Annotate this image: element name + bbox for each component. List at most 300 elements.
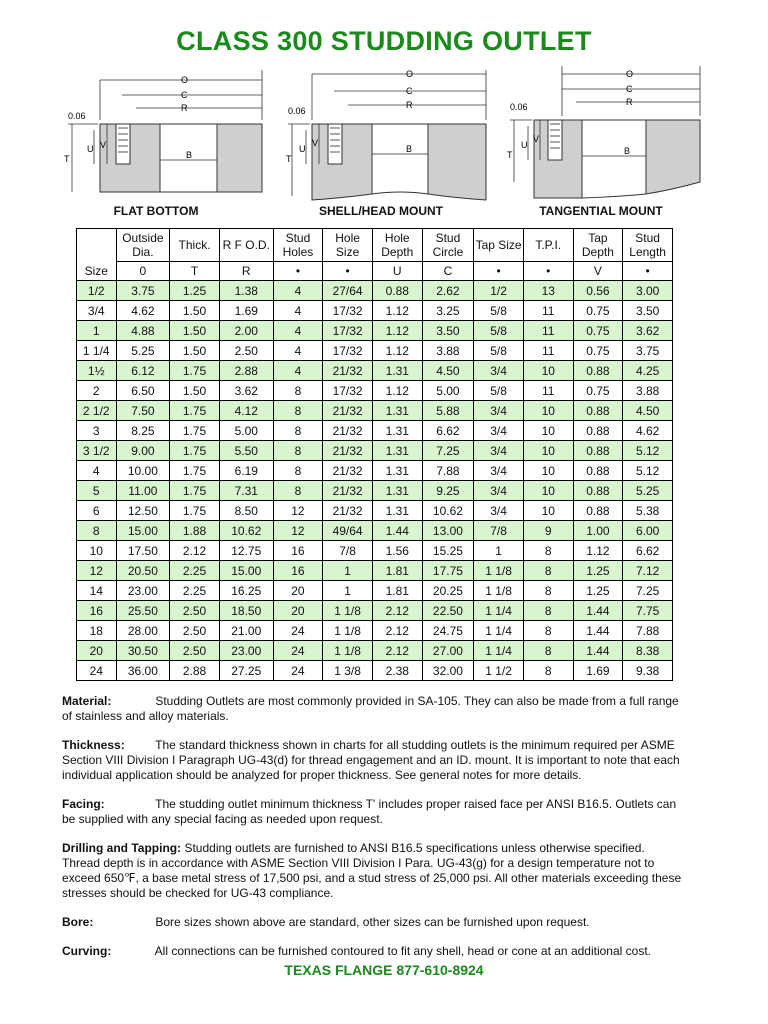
table-cell: 4.88	[116, 321, 170, 341]
table-cell: 0.75	[573, 341, 623, 361]
note-label: Drilling and Tapping:	[62, 841, 182, 855]
table-cell: 8.25	[116, 421, 170, 441]
col-header-outside-dia: Outside Dia.	[116, 229, 170, 262]
symbol-cell: •	[323, 262, 373, 281]
table-cell: 1 1/4	[474, 601, 524, 621]
note-drilling-tapping	[62, 841, 682, 901]
note-text: All connections can be furnished contoured to fit any shell, head or cone at an additional cost.	[154, 944, 651, 958]
table-cell: 12	[273, 501, 323, 521]
table-cell: 1 1/2	[474, 661, 524, 681]
table-cell: 3 1/2	[77, 441, 117, 461]
dim-o: O	[626, 69, 634, 79]
table-cell: 9.25	[422, 481, 474, 501]
table-cell: 1.44	[573, 641, 623, 661]
dim-top: 0.06	[510, 102, 528, 112]
symbol-cell: V	[573, 262, 623, 281]
table-cell: 8.38	[623, 641, 673, 661]
table-cell: 13.00	[422, 521, 474, 541]
table-cell: 1.75	[170, 501, 220, 521]
dim-c: C	[626, 84, 633, 94]
dimension-table	[76, 228, 673, 681]
table-cell: 1.69	[219, 301, 273, 321]
table-cell: 2.00	[219, 321, 273, 341]
table-cell: 6.12	[116, 361, 170, 381]
table-cell: 12.75	[219, 541, 273, 561]
table-cell: 11	[523, 301, 573, 321]
diagram-label-flat-bottom: FLAT BOTTOM	[113, 204, 199, 218]
table-cell: 1.00	[573, 521, 623, 541]
table-cell: 20	[77, 641, 117, 661]
table-cell: 10	[523, 501, 573, 521]
table-cell: 12	[273, 521, 323, 541]
table-header-row	[77, 229, 673, 262]
table-cell: 6.19	[219, 461, 273, 481]
note-text: The standard thickness shown in charts for all studding outlets is the minimum required per ASME Section VIII Division I Paragraph UG-43(d) for thread engagement and an ID. mount. It is important to note that each individual application should be analyzed for proper thickness. See general notes for more details.	[62, 738, 680, 782]
table-row	[77, 601, 673, 621]
table-row	[77, 501, 673, 521]
table-cell: 1.38	[219, 281, 273, 301]
col-header-stud-length: Stud Length	[623, 229, 673, 262]
table-cell: 2.50	[170, 601, 220, 621]
table-cell: 6.62	[623, 541, 673, 561]
table-cell: 15.25	[422, 541, 474, 561]
table-cell: 5.12	[623, 461, 673, 481]
table-cell: 23.00	[219, 641, 273, 661]
table-cell: 17.50	[116, 541, 170, 561]
table-row	[77, 481, 673, 501]
table-cell: 8	[273, 481, 323, 501]
table-cell: 1 1/8	[323, 601, 373, 621]
table-cell: 10	[523, 421, 573, 441]
table-cell: 3/4	[474, 361, 524, 381]
table-cell: 8	[273, 461, 323, 481]
table-cell: 2.25	[170, 561, 220, 581]
table-cell: 20.50	[116, 561, 170, 581]
table-cell: 1.31	[372, 461, 422, 481]
table-cell: 20.25	[422, 581, 474, 601]
table-cell: 1/2	[474, 281, 524, 301]
table-cell: 9.38	[623, 661, 673, 681]
table-cell: 8	[523, 561, 573, 581]
table-cell: 1.88	[170, 521, 220, 541]
table-cell: 7/8	[474, 521, 524, 541]
table-cell: 8	[523, 641, 573, 661]
table-cell: 8	[273, 421, 323, 441]
table-cell: 1.25	[170, 281, 220, 301]
table-cell: 9	[523, 521, 573, 541]
tangential-mount-diagram	[506, 62, 706, 202]
table-cell: 8	[273, 381, 323, 401]
table-cell: 1 1/4	[474, 641, 524, 661]
table-cell: 3.62	[623, 321, 673, 341]
table-cell: 25.50	[116, 601, 170, 621]
col-header-tap-depth: Tap Depth	[573, 229, 623, 262]
table-cell: 21/32	[323, 421, 373, 441]
table-cell: 3.50	[623, 301, 673, 321]
table-cell: 5/8	[474, 321, 524, 341]
table-cell: 0.88	[573, 421, 623, 441]
col-header-hole-depth: Hole Depth	[372, 229, 422, 262]
note-curving	[62, 944, 682, 959]
table-cell: 1.75	[170, 361, 220, 381]
table-cell: 49/64	[323, 521, 373, 541]
table-cell: 2.50	[170, 641, 220, 661]
table-cell: 21/32	[323, 441, 373, 461]
table-cell: 7.31	[219, 481, 273, 501]
table-cell: 4.62	[116, 301, 170, 321]
table-cell: 2.12	[372, 621, 422, 641]
table-cell: 8	[523, 581, 573, 601]
table-cell: 4	[273, 361, 323, 381]
table-cell: 10	[77, 541, 117, 561]
table-cell: 1 1/8	[323, 641, 373, 661]
table-cell: 1.50	[170, 341, 220, 361]
table-cell: 0.88	[573, 481, 623, 501]
note-label: Bore:	[62, 915, 94, 929]
table-cell: 3/4	[77, 301, 117, 321]
table-cell: 4.62	[623, 421, 673, 441]
table-cell: 1 1/8	[474, 561, 524, 581]
table-cell: 10	[523, 401, 573, 421]
table-cell: 6	[77, 501, 117, 521]
note-label: Curving:	[62, 944, 112, 958]
table-cell: 6.50	[116, 381, 170, 401]
table-row	[77, 361, 673, 381]
dim-t: T	[507, 150, 513, 160]
table-cell: 1	[77, 321, 117, 341]
table-cell: 1.31	[372, 481, 422, 501]
table-cell: 30.50	[116, 641, 170, 661]
table-cell: 0.88	[573, 441, 623, 461]
table-cell: 2 1/2	[77, 401, 117, 421]
table-cell: 10	[523, 361, 573, 381]
dim-v: V	[100, 140, 107, 150]
table-cell: 1.50	[170, 381, 220, 401]
table-cell: 5.00	[219, 421, 273, 441]
table-cell: 21.00	[219, 621, 273, 641]
table-cell: 0.75	[573, 301, 623, 321]
table-cell: 5/8	[474, 301, 524, 321]
table-cell: 21/32	[323, 481, 373, 501]
col-header-size: Size	[77, 229, 117, 281]
symbol-cell: 0	[116, 262, 170, 281]
table-cell: 17/32	[323, 381, 373, 401]
table-row	[77, 421, 673, 441]
table-cell: 1/2	[77, 281, 117, 301]
table-cell: 2.12	[372, 641, 422, 661]
col-header-hole-size: Hole Size	[323, 229, 373, 262]
table-cell: 4.25	[623, 361, 673, 381]
table-cell: 17.75	[422, 561, 474, 581]
table-cell: 10.00	[116, 461, 170, 481]
table-cell: 1.81	[372, 581, 422, 601]
table-cell: 10	[523, 461, 573, 481]
table-row	[77, 521, 673, 541]
table-cell: 1 1/4	[77, 341, 117, 361]
table-cell: 2.12	[372, 601, 422, 621]
table-cell: 5.88	[422, 401, 474, 421]
diagram-label-shell-head-mount: SHELL/HEAD MOUNT	[319, 204, 443, 218]
table-cell: 21/32	[323, 461, 373, 481]
note-material	[62, 694, 682, 724]
table-cell: 27/64	[323, 281, 373, 301]
table-cell: 15.00	[219, 561, 273, 581]
table-cell: 7.88	[623, 621, 673, 641]
table-cell: 5.25	[116, 341, 170, 361]
table-cell: 3.62	[219, 381, 273, 401]
table-cell: 3.00	[623, 281, 673, 301]
table-row	[77, 581, 673, 601]
table-cell: 3.25	[422, 301, 474, 321]
table-cell: 3.50	[422, 321, 474, 341]
table-cell: 4	[273, 321, 323, 341]
table-cell: 0.56	[573, 281, 623, 301]
table-cell: 28.00	[116, 621, 170, 641]
table-cell: 1.31	[372, 361, 422, 381]
table-cell: 8	[77, 521, 117, 541]
table-cell: 3/4	[474, 421, 524, 441]
symbol-cell: •	[623, 262, 673, 281]
table-cell: 1	[323, 581, 373, 601]
table-row	[77, 341, 673, 361]
note-label: Material:	[62, 694, 112, 708]
table-cell: 1½	[77, 361, 117, 381]
table-cell: 24.75	[422, 621, 474, 641]
dim-b: B	[624, 146, 631, 156]
table-cell: 1.50	[170, 321, 220, 341]
table-cell: 8	[523, 541, 573, 561]
table-cell: 3/4	[474, 401, 524, 421]
table-cell: 3.75	[116, 281, 170, 301]
note-label: Thickness:	[62, 738, 125, 752]
table-cell: 5/8	[474, 381, 524, 401]
table-cell: 3.75	[623, 341, 673, 361]
table-cell: 8	[523, 621, 573, 641]
dim-u: U	[521, 140, 528, 150]
table-row	[77, 541, 673, 561]
table-cell: 3/4	[474, 461, 524, 481]
table-cell: 16	[273, 541, 323, 561]
table-cell: 4	[77, 461, 117, 481]
table-cell: 8	[273, 441, 323, 461]
table-cell: 2.50	[219, 341, 273, 361]
table-cell: 2.88	[219, 361, 273, 381]
table-cell: 7.25	[422, 441, 474, 461]
dim-top: 0.06	[288, 106, 306, 116]
table-cell: 24	[77, 661, 117, 681]
table-cell: 7/8	[323, 541, 373, 561]
table-cell: 1.25	[573, 581, 623, 601]
table-cell: 1.44	[372, 521, 422, 541]
table-cell: 1.12	[372, 301, 422, 321]
table-cell: 21/32	[323, 361, 373, 381]
table-row	[77, 321, 673, 341]
table-cell: 1.75	[170, 421, 220, 441]
table-cell: 11	[523, 381, 573, 401]
dim-t: T	[64, 154, 70, 164]
dim-r: R	[181, 103, 188, 113]
table-cell: 1 1/4	[474, 621, 524, 641]
table-cell: 24	[273, 641, 323, 661]
dim-o: O	[181, 75, 189, 85]
table-cell: 10	[523, 441, 573, 461]
table-row	[77, 301, 673, 321]
table-cell: 0.88	[573, 501, 623, 521]
note-text: The studding outlet minimum thickness T' includes proper raised face per ANSI B16.5. Outlets can be supplied with any special facing as needed upon request.	[62, 797, 677, 826]
table-cell: 7.12	[623, 561, 673, 581]
dim-v: V	[312, 138, 319, 148]
table-cell: 27.00	[422, 641, 474, 661]
table-cell: 3/4	[474, 441, 524, 461]
table-cell: 11	[523, 341, 573, 361]
note-label: Facing:	[62, 797, 105, 811]
table-cell: 4	[273, 341, 323, 361]
table-symbol-row	[77, 262, 673, 281]
table-cell: 2.62	[422, 281, 474, 301]
table-cell: 18.50	[219, 601, 273, 621]
table-cell: 7.25	[623, 581, 673, 601]
note-facing	[62, 797, 682, 827]
table-cell: 0.88	[573, 461, 623, 481]
table-cell: 3/4	[474, 481, 524, 501]
table-cell: 16.25	[219, 581, 273, 601]
symbol-cell: U	[372, 262, 422, 281]
table-cell: 17/32	[323, 321, 373, 341]
table-cell: 1.31	[372, 421, 422, 441]
table-cell: 24	[273, 661, 323, 681]
table-cell: 12.50	[116, 501, 170, 521]
table-cell: 2.88	[170, 661, 220, 681]
table-cell: 2.25	[170, 581, 220, 601]
table-cell: 1 3/8	[323, 661, 373, 681]
dim-b: B	[186, 150, 193, 160]
table-cell: 36.00	[116, 661, 170, 681]
table-row	[77, 381, 673, 401]
table-cell: 10.62	[219, 521, 273, 541]
table-cell: 0.88	[372, 281, 422, 301]
table-cell: 32.00	[422, 661, 474, 681]
table-cell: 2.12	[170, 541, 220, 561]
table-cell: 21/32	[323, 501, 373, 521]
dim-c: C	[181, 90, 188, 100]
dim-r: R	[406, 100, 413, 110]
table-cell: 1.44	[573, 601, 623, 621]
symbol-cell: •	[273, 262, 323, 281]
table-cell: 5.25	[623, 481, 673, 501]
table-cell: 1.31	[372, 441, 422, 461]
table-cell: 5.00	[422, 381, 474, 401]
table-row	[77, 461, 673, 481]
table-cell: 8	[273, 401, 323, 421]
note-bore	[62, 915, 682, 930]
table-cell: 10	[523, 481, 573, 501]
table-row	[77, 401, 673, 421]
col-header-stud-holes: Stud Holes	[273, 229, 323, 262]
table-cell: 6.00	[623, 521, 673, 541]
table-cell: 5/8	[474, 341, 524, 361]
table-cell: 15.00	[116, 521, 170, 541]
flat-bottom-diagram	[62, 62, 272, 202]
shell-head-mount-diagram	[286, 62, 496, 202]
table-cell: 1.12	[372, 381, 422, 401]
table-cell: 0.88	[573, 401, 623, 421]
table-cell: 3.88	[422, 341, 474, 361]
table-cell: 7.50	[116, 401, 170, 421]
table-cell: 24	[273, 621, 323, 641]
col-header-thick: Thick.	[170, 229, 220, 262]
table-cell: 8.50	[219, 501, 273, 521]
table-cell: 2.38	[372, 661, 422, 681]
dim-b: B	[406, 144, 413, 154]
table-cell: 5.50	[219, 441, 273, 461]
table-cell: 20	[273, 601, 323, 621]
note-text: Studding Outlets are most commonly provided in SA-105. They can also be made from a full range of stainless and alloy materials.	[62, 694, 679, 723]
col-header-tpi: T.P.I.	[523, 229, 573, 262]
col-header-tap-size: Tap Size	[474, 229, 524, 262]
dim-c: C	[406, 86, 413, 96]
table-cell: 1.75	[170, 461, 220, 481]
diagram-label-tangential-mount: TANGENTIAL MOUNT	[539, 204, 663, 218]
table-cell: 12	[77, 561, 117, 581]
table-cell: 20	[273, 581, 323, 601]
dim-u: U	[299, 144, 306, 154]
table-cell: 1.75	[170, 441, 220, 461]
table-cell: 7.88	[422, 461, 474, 481]
note-text: Bore sizes shown above are standard, other sizes can be furnished upon request.	[155, 915, 590, 929]
table-cell: 1.75	[170, 401, 220, 421]
table-cell: 17/32	[323, 301, 373, 321]
table-cell: 1.69	[573, 661, 623, 681]
table-cell: 4	[273, 301, 323, 321]
col-header-rf-od: R F O.D.	[219, 229, 273, 262]
table-cell: 2.50	[170, 621, 220, 641]
table-cell: 1	[323, 561, 373, 581]
symbol-cell: C	[422, 262, 474, 281]
dim-top: 0.06	[68, 111, 86, 121]
symbol-cell: •	[523, 262, 573, 281]
table-cell: 4.12	[219, 401, 273, 421]
table-cell: 1.12	[372, 321, 422, 341]
note-thickness	[62, 738, 682, 783]
table-cell: 0.88	[573, 361, 623, 381]
table-cell: 1.75	[170, 481, 220, 501]
table-row	[77, 641, 673, 661]
table-cell: 1	[474, 541, 524, 561]
table-cell: 4	[273, 281, 323, 301]
table-cell: 7.75	[623, 601, 673, 621]
table-cell: 22.50	[422, 601, 474, 621]
table-row	[77, 621, 673, 641]
symbol-cell: R	[219, 262, 273, 281]
symbol-cell: T	[170, 262, 220, 281]
table-cell: 17/32	[323, 341, 373, 361]
symbol-cell: •	[474, 262, 524, 281]
table-cell: 1.12	[573, 541, 623, 561]
table-cell: 1.31	[372, 401, 422, 421]
dim-o: O	[406, 69, 414, 79]
col-header-stud-circle: Stud Circle	[422, 229, 474, 262]
table-cell: 23.00	[116, 581, 170, 601]
table-cell: 1 1/8	[474, 581, 524, 601]
dim-v: V	[533, 134, 540, 144]
table-row	[77, 441, 673, 461]
table-cell: 1.25	[573, 561, 623, 581]
table-cell: 5.38	[623, 501, 673, 521]
table-cell: 2	[77, 381, 117, 401]
table-cell: 8	[523, 661, 573, 681]
table-cell: 3.88	[623, 381, 673, 401]
table-cell: 1.12	[372, 341, 422, 361]
